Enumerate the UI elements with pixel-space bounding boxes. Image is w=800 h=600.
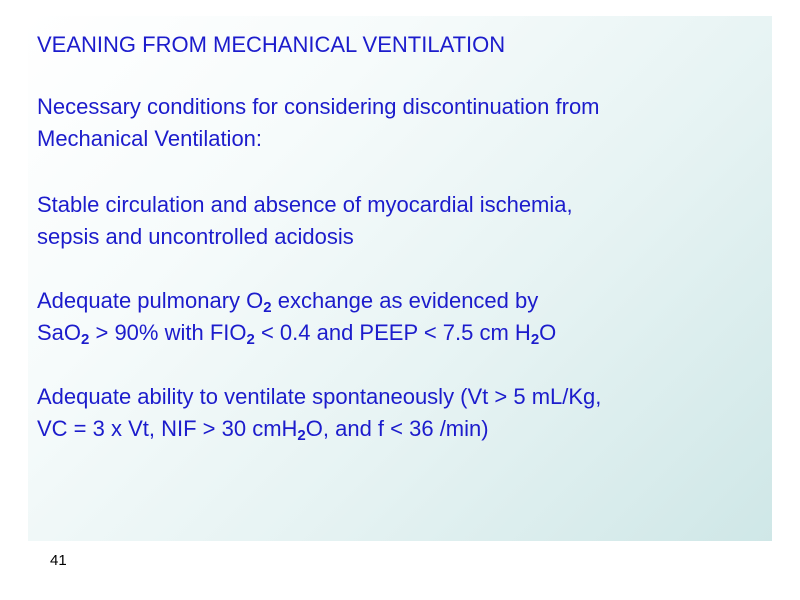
subscript: 2	[530, 331, 540, 348]
text-segment: VC = 3 x Vt, NIF > 30 cmH	[37, 416, 298, 441]
paragraph-line	[37, 413, 601, 445]
text-segment: Adequate pulmonary O	[37, 288, 264, 313]
text-segment: SaO	[37, 320, 82, 345]
paragraph-conditions-intro	[37, 91, 600, 155]
text-segment: exchange as evidenced by	[271, 288, 539, 313]
page-number: 41	[50, 552, 67, 569]
subscript: 2	[297, 427, 306, 444]
text-segment: < 0.4 and PEEP < 7.5 cm H	[254, 320, 531, 345]
paragraph-stable-circulation	[37, 189, 573, 253]
paragraph-line	[37, 285, 556, 317]
paragraph-line: Necessary conditions for considering discontinuation from	[37, 94, 600, 119]
text-segment: O, and f < 36 /min)	[305, 416, 489, 441]
paragraph-line: Adequate ability to ventilate spontaneously (Vt > 5 mL/Kg,	[37, 384, 602, 409]
paragraph-pulmonary-exchange	[37, 285, 556, 349]
subscript: 2	[246, 331, 255, 348]
text-segment: O	[539, 320, 557, 345]
paragraph-line: sepsis and uncontrolled acidosis	[37, 224, 354, 249]
paragraph-line: Stable circulation and absence of myocardial ischemia,	[37, 192, 573, 217]
text-segment: > 90% with FIO	[89, 320, 247, 345]
slide-title: VEANING FROM MECHANICAL VENTILATION	[37, 32, 506, 57]
subscript: 2	[81, 331, 90, 348]
paragraph-line: Mechanical Ventilation:	[37, 126, 263, 151]
subscript: 2	[263, 299, 272, 316]
paragraph-spontaneous-ventilation	[37, 381, 601, 445]
paragraph-line	[37, 317, 556, 349]
